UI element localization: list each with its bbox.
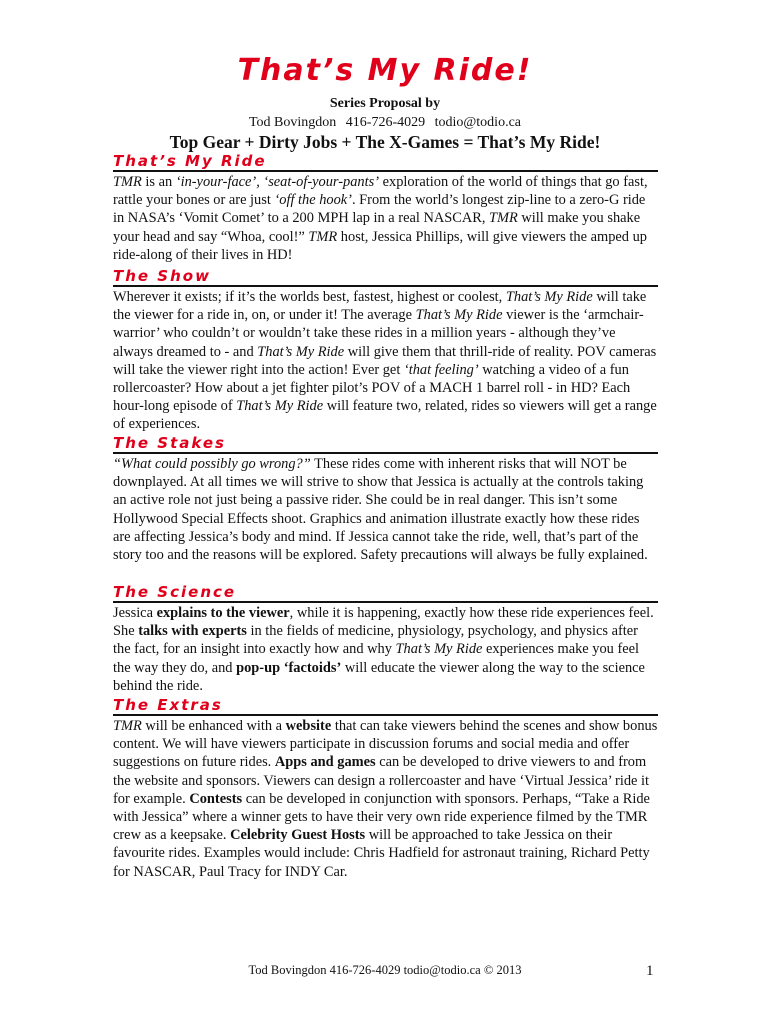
body-text: These rides come with inherent risks that will NOT be downplayed. At all times we will strive to show that Jessica is actually at the controls taking an active role not just being a passive rider. She could be in real danger. This isn’t some Hollywood Special Effects shoot. Graphics and animation illustrate exactly how these rides are affecting Jessica’s body and mind. If Jessica cannot take the ride, well, that’s part of the story too and the reasons will be explored. Safety precautions will always be fully explained. bbox=[113, 456, 648, 564]
body-text: will be approached to take Jessica on their favourite rides. Examples would include: Chris Hadfield for astronaut training, Richard Petty for NASCAR, Paul Tracy for INDY Car. bbox=[113, 827, 650, 880]
italic-text: ‘that feeling’ bbox=[403, 361, 479, 378]
body-text: will be enhanced with a bbox=[141, 718, 286, 734]
italic-text: That’s My Ride bbox=[505, 289, 593, 305]
bold-text: Apps and games bbox=[274, 754, 376, 771]
document-title: That’s My Ride! bbox=[237, 53, 533, 88]
italic-text: TMR bbox=[113, 718, 142, 734]
italic-text: ‘off the hook’ bbox=[274, 192, 352, 209]
italic-text: “What could possibly go wrong?” bbox=[113, 456, 311, 472]
body-text: will make you shake your head and say “Whoa, cool!” bbox=[113, 210, 641, 245]
section-heading: The Stakes bbox=[113, 435, 658, 454]
body-text: Jessica bbox=[113, 605, 157, 621]
bold-text: explains to the viewer bbox=[156, 605, 290, 621]
tagline: Top Gear + Dirty Jobs + The X-Games = That’s My Ride! bbox=[169, 132, 601, 152]
body-text: will feature two, related, rides so viewers will get a range of experiences. bbox=[113, 398, 657, 433]
author-phone: 416-726-4029 bbox=[345, 115, 426, 130]
body-text: can be developed to drive viewers to and from the website and sponsors. Viewers can design a rollercoaster and have ‘Virtual Jessica’ ride it for example. bbox=[113, 754, 650, 807]
body-text: can be developed in conjunction with sponsors. Perhaps, “Take a Ride with Jessica” where a winner gets to have their very own ride experience filmed by the TMR crew as a keepsake. bbox=[113, 790, 650, 844]
page-number: 1 bbox=[646, 963, 654, 979]
author-email: todio@todio.ca bbox=[434, 115, 522, 130]
section-heading: The Science bbox=[113, 584, 658, 603]
body-text: . From the world’s longest zip-line to a zero-G ride in NASA’s ‘Vomit Comet’ to a 200 MPH lap in a real NASCAR, bbox=[113, 192, 646, 227]
section-science bbox=[113, 584, 658, 695]
body-text: will give them that thrill-ride of reality. POV cameras will take the viewer right into the action! Ever get bbox=[113, 343, 657, 378]
section-body bbox=[113, 455, 658, 564]
section-body bbox=[113, 604, 658, 695]
body-text: viewer is the ‘armchair-warrior’ who couldn’t or wouldn’t take these rides in a million years - although they’ve always dreamed to - and bbox=[113, 307, 644, 360]
italic-text: That’s My Ride bbox=[415, 307, 503, 324]
body-text: will take the viewer for a ride in, on, or under it! The average bbox=[113, 289, 647, 324]
body-text: host, Jessica Phillips, will give viewers the amped up ride-along of their lives in HD! bbox=[113, 228, 647, 263]
italic-text: That’s My Ride bbox=[236, 398, 324, 415]
body-text: , while it is happening, exactly how these ride experiences feel. She bbox=[113, 605, 654, 640]
section-heading: That’s My Ride bbox=[113, 153, 658, 172]
section-extras bbox=[113, 697, 658, 881]
body-text: is an bbox=[141, 174, 176, 190]
body-text: Wherever it exists; if it’s the worlds best, fastest, highest or coolest, bbox=[113, 289, 506, 305]
author-name: Tod Bovingdon bbox=[248, 115, 337, 130]
page-footer: Tod Bovingdon 416-726-4029 todio@todio.ca © 2013 bbox=[248, 963, 522, 977]
section-heading: The Show bbox=[113, 268, 658, 287]
body-text: that can take viewers behind the scenes and show bonus content. We will have viewers participate in discussion forums and social media and offer suggestions on future rides. bbox=[113, 718, 658, 771]
section-body bbox=[113, 717, 658, 881]
body-text: will educate the viewer along the way to the science behind the ride. bbox=[113, 659, 645, 694]
italic-text: TMR bbox=[308, 228, 338, 245]
italic-text: TMR bbox=[489, 210, 518, 227]
section-body bbox=[113, 173, 658, 264]
body-text: experiences make you feel the way they do, and bbox=[113, 641, 640, 676]
bold-text: Contests bbox=[189, 790, 243, 807]
section-show bbox=[113, 268, 658, 434]
author-contact-line bbox=[0, 114, 770, 132]
italic-text: That’s My Ride bbox=[257, 343, 345, 360]
bold-text: website bbox=[285, 718, 332, 734]
italic-text: That’s My Ride bbox=[395, 641, 483, 658]
bold-text: pop-up ‘factoids’ bbox=[236, 659, 342, 676]
section-intro bbox=[113, 153, 658, 264]
section-stakes bbox=[113, 435, 658, 564]
italic-text: ‘in-your-face’, ‘seat-of-your-pants’ bbox=[175, 174, 380, 190]
section-body bbox=[113, 288, 658, 434]
body-text: in the fields of medicine, physiology, psychology, and physics after the fact, for an insight into exactly how and why bbox=[113, 623, 638, 658]
bold-text: Celebrity Guest Hosts bbox=[230, 827, 366, 844]
section-heading: The Extras bbox=[113, 697, 658, 716]
body-text: watching a video of a fun rollercoaster? How about a jet fighter pilot’s POV of a MACH 1 barrel roll - in HD? Each hour-long episode of bbox=[113, 361, 631, 415]
bold-text: talks with experts bbox=[138, 623, 247, 640]
body-text: exploration of the world of things that go fast, rattle your bones or are just bbox=[113, 174, 648, 209]
italic-text: TMR bbox=[113, 174, 142, 190]
proposal-label: Series Proposal by bbox=[329, 96, 441, 111]
